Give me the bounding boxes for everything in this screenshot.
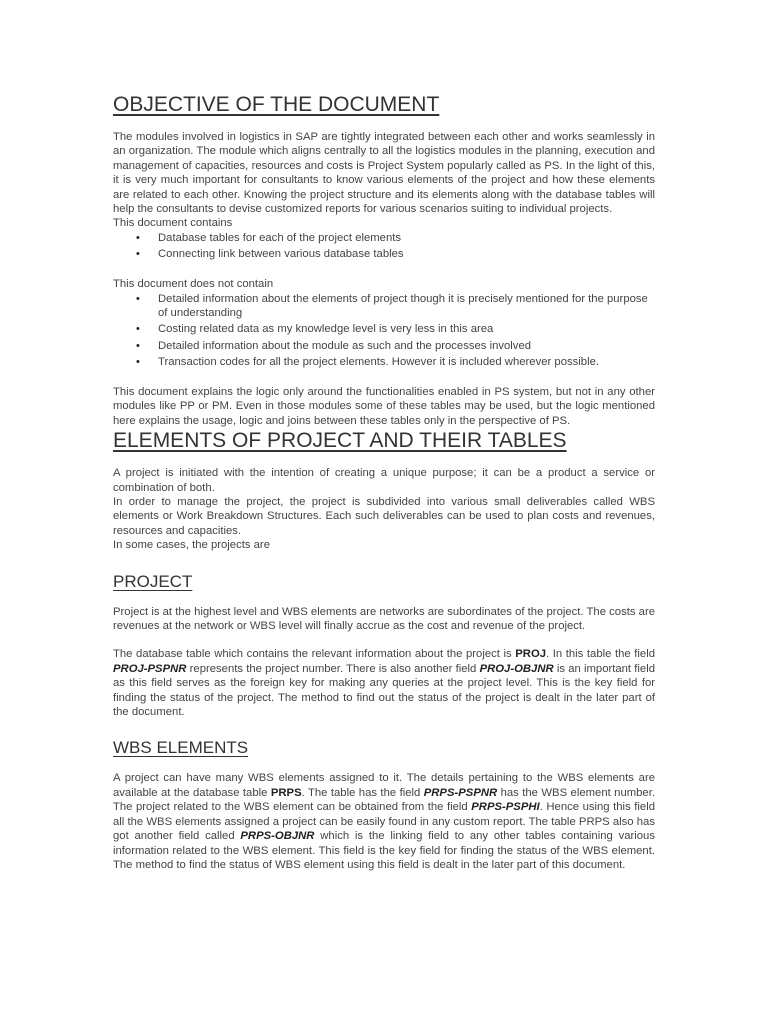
project-paragraph-1: Project is at the highest level and WBS elements are networks are subordinates of the project. The costs are revenues at the network or WBS level will finally accrue as the cost and revenue of the project. [113,605,655,633]
list-item: • Connecting link between various database tables [158,247,655,262]
list-item: • Detailed information about the elements of project though it is precisely mentioned for the purpose of understanding [158,292,655,321]
text-run: . Hence using this field all the WBS elements assigned a project can be easily found in any custom report. The table PRPS also has got another field called [113,801,655,843]
objective-heading: OBJECTIVE OF THE DOCUMENT [113,93,440,116]
elements-heading: ELEMENTS OF PROJECT AND THEIR TABLES [113,429,567,453]
not-contain-list [113,292,655,370]
elements-paragraph-2: In order to manage the project, the project is subdivided into various small deliverables called WBS elements or Work Breakdown Structures. Each such deliverables can be used to plan costs and revenues, resources and capacities. [113,496,655,537]
contains-label: This document contains [113,217,233,230]
field-proj-pspnr: PROJ-PSPNR [113,662,187,675]
list-item: • Transaction codes for all the project elements. However it is included wherever possible. [158,355,655,370]
field-prps-objnr: PRPS-OBJNR [240,830,315,843]
text-run: The database table which contains the relevant information about the project is [113,648,516,661]
not-contain-label: This document does not contain [113,278,274,291]
field-proj-objnr: PROJ-OBJNR [479,662,554,675]
logic-note: This document explains the logic only around the functionalities enabled in PS system, but not in any other modules like PP or PM. Even in those modules some of these tables may be used, but the logic mentioned here explains the usage, logic and joins between these tables only in the perspective of PS. [113,385,655,427]
field-prps-psphi: PRPS-PSPHI [471,801,540,814]
elements-paragraph-1: A project is initiated with the intention of creating a unique purpose; it can be a product a service or combination of both. [113,467,655,494]
list-item: • Detailed information about the module as such and the processes involved [158,339,655,354]
wbs-paragraph [113,771,655,872]
project-heading: PROJECT [113,571,193,591]
elements-paragraph-3: In some cases, the projects are [113,539,270,552]
table-name-proj: PROJ [515,648,547,661]
table-name-prps: PRPS [270,786,302,799]
project-paragraph-2 [113,647,655,719]
list-item: • Database tables for each of the project elements [158,231,655,246]
list-item: • Costing related data as my knowledge level is very less in this area [158,322,655,337]
text-run: is an important field as this field serves as the foreign key for making any queries at the project level. This is the key field for finding the status of the project. The method to find out the status of the project is dealt in the later part of the document. [113,662,656,719]
text-run: which is the linking field to any other tables containing various information related to the WBS element. This field is the key field for finding the status of the WBS element. The method to find the status of WBS element using this field is dealt in the later part of this document. [113,830,655,871]
text-run: . In this table the field [546,648,656,661]
objective-intro: The modules involved in logistics in SAP are tightly integrated between each other and works seamlessly in an organization. The module which aligns centrally to all the logistics modules in the planning, execution and management of capacities, resources and costs is Project System popularly called as PS. In the light of this, it is very much important for consultants to know various elements of the project and how these elements are related to each other. Knowing the project structure and its elements along with the database tables will help the consultants to devise customized reports for various scenarios suiting to individual projects. [113,131,655,216]
document-content [113,92,655,872]
wbs-heading: WBS ELEMENTS [113,738,249,758]
text-run: A project can have many WBS elements assigned to it. The details pertaining to the WBS elements are available at the database table [113,772,655,799]
text-run: represents the project number. There is also another field [186,662,480,675]
field-prps-pspnr: PRPS-PSPNR [423,786,498,799]
text-run: has the WBS element number. The project related to the WBS element can be obtained from the field [113,786,655,814]
text-run: . The table has the field [301,786,424,799]
contains-list [113,231,655,262]
